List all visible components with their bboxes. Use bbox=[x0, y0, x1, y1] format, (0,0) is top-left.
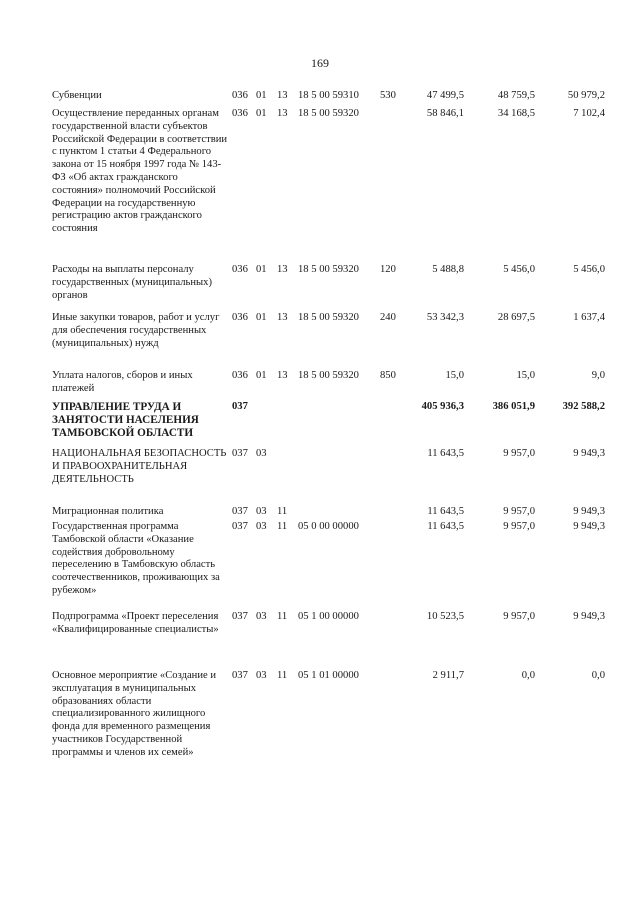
row-amount-year3: 50 979,2 bbox=[567, 90, 605, 101]
row-section-code: 03 bbox=[256, 670, 267, 681]
row-amount-year3: 9 949,3 bbox=[573, 506, 605, 517]
row-subsection-code: 13 bbox=[277, 108, 288, 119]
row-amount-year3: 1 637,4 bbox=[573, 312, 605, 323]
row-section-code: 01 bbox=[256, 312, 267, 323]
row-subsection-code: 11 bbox=[277, 521, 288, 532]
row-amount-year1: 11 643,5 bbox=[427, 521, 464, 532]
row-expense-type: 240 bbox=[380, 312, 396, 323]
row-name: Уплата налогов, сборов и иных платежей bbox=[52, 370, 193, 394]
row-section-code: 01 bbox=[256, 108, 267, 119]
row-target-code: 18 5 00 59310 bbox=[298, 90, 359, 101]
row-subsection-code: 13 bbox=[277, 90, 288, 101]
row-name: Государственная программа Тамбовской области «Оказание содействия добровольному переселению в Тамбовскую область соотечественников, проживающих за рубежом» bbox=[52, 521, 220, 596]
row-ministry-code: 037 bbox=[232, 506, 248, 517]
row-amount-year2: 9 957,0 bbox=[503, 611, 535, 622]
row-target-code: 18 5 00 59320 bbox=[298, 370, 359, 381]
row-amount-year1: 15,0 bbox=[445, 370, 464, 381]
row-expense-type: 120 bbox=[380, 264, 396, 275]
row-name: Субвенции bbox=[52, 90, 102, 101]
row-section-code: 03 bbox=[256, 521, 267, 532]
row-amount-year3: 9,0 bbox=[591, 370, 605, 381]
row-ministry-code: 036 bbox=[232, 312, 248, 323]
row-amount-year1: 405 936,3 bbox=[421, 401, 464, 412]
row-amount-year1: 11 643,5 bbox=[427, 506, 464, 517]
row-amount-year2: 48 759,5 bbox=[497, 90, 535, 101]
row-amount-year3: 7 102,4 bbox=[573, 108, 605, 119]
row-name: УПРАВЛЕНИЕ ТРУДА И ЗАНЯТОСТИ НАСЕЛЕНИЯ ТАМБОВСКОЙ ОБЛАСТИ bbox=[52, 401, 199, 439]
row-name: Расходы на выплаты персоналу государственных (муниципальных) органов bbox=[52, 264, 212, 301]
row-target-code: 05 1 01 00000 bbox=[298, 670, 359, 681]
row-subsection-code: 11 bbox=[277, 670, 288, 681]
row-section-code: 03 bbox=[256, 448, 267, 459]
row-amount-year1: 58 846,1 bbox=[426, 108, 464, 119]
row-section-code: 01 bbox=[256, 90, 267, 101]
row-amount-year3: 9 949,3 bbox=[573, 448, 605, 459]
row-amount-year1: 47 499,5 bbox=[426, 90, 464, 101]
row-amount-year2: 386 051,9 bbox=[492, 401, 535, 412]
row-ministry-code: 037 bbox=[232, 448, 248, 459]
row-expense-type: 530 bbox=[380, 90, 396, 101]
row-amount-year2: 28 697,5 bbox=[497, 312, 535, 323]
row-subsection-code: 11 bbox=[277, 611, 288, 622]
row-section-code: 03 bbox=[256, 611, 267, 622]
row-amount-year2: 0,0 bbox=[521, 670, 535, 681]
row-name: НАЦИОНАЛЬНАЯ БЕЗОПАСНОСТЬ И ПРАВООХРАНИТЕЛЬНАЯ ДЕЯТЕЛЬНОСТЬ bbox=[52, 448, 227, 485]
row-subsection-code: 13 bbox=[277, 312, 288, 323]
row-ministry-code: 037 bbox=[232, 670, 248, 681]
row-name: Подпрограмма «Проект переселения «Квалифицированные специалисты» bbox=[52, 611, 219, 635]
row-section-code: 01 bbox=[256, 370, 267, 381]
row-amount-year1: 2 911,7 bbox=[432, 670, 464, 681]
row-amount-year2: 9 957,0 bbox=[503, 521, 535, 532]
row-subsection-code: 13 bbox=[277, 264, 288, 275]
row-amount-year2: 5 456,0 bbox=[503, 264, 535, 275]
row-amount-year3: 5 456,0 bbox=[573, 264, 605, 275]
row-amount-year2: 9 957,0 bbox=[503, 506, 535, 517]
row-ministry-code: 036 bbox=[232, 370, 248, 381]
row-section-code: 01 bbox=[256, 264, 267, 275]
row-amount-year3: 392 588,2 bbox=[562, 401, 605, 412]
row-ministry-code: 037 bbox=[232, 611, 248, 622]
row-amount-year2: 15,0 bbox=[516, 370, 535, 381]
row-amount-year1: 5 488,8 bbox=[432, 264, 464, 275]
row-ministry-code: 036 bbox=[232, 90, 248, 101]
row-amount-year3: 0,0 bbox=[591, 670, 605, 681]
row-name: Осуществление переданных органам государственной власти субъектов Российской Федерации в соответствии с пунктом 1 статьи 4 Федерального закона от 15 ноября 1997 года № 143-ФЗ «Об актах гражданского состояния» полномочий Российской Федерации на государственную регистрацию актов гражданского состояния bbox=[52, 108, 228, 235]
row-amount-year1: 10 523,5 bbox=[426, 611, 464, 622]
page-number: 169 bbox=[311, 56, 329, 70]
row-name: Миграционная политика bbox=[52, 506, 164, 517]
row-ministry-code: 037 bbox=[232, 521, 248, 532]
row-ministry-code: 036 bbox=[232, 108, 248, 119]
row-subsection-code: 13 bbox=[277, 370, 288, 381]
row-ministry-code: 036 bbox=[232, 264, 248, 275]
row-amount-year2: 9 957,0 bbox=[503, 448, 535, 459]
row-target-code: 18 5 00 59320 bbox=[298, 264, 359, 275]
row-target-code: 18 5 00 59320 bbox=[298, 312, 359, 323]
row-subsection-code: 11 bbox=[277, 506, 288, 517]
row-target-code: 18 5 00 59320 bbox=[298, 108, 359, 119]
row-target-code: 05 0 00 00000 bbox=[298, 521, 359, 532]
row-section-code: 03 bbox=[256, 506, 267, 517]
row-amount-year1: 11 643,5 bbox=[427, 448, 464, 459]
row-target-code: 05 1 00 00000 bbox=[298, 611, 359, 622]
row-amount-year1: 53 342,3 bbox=[426, 312, 464, 323]
row-amount-year3: 9 949,3 bbox=[573, 611, 605, 622]
row-amount-year2: 34 168,5 bbox=[497, 108, 535, 119]
row-name: Основное мероприятие «Создание и эксплуатация в муниципальных образованиях области специализированного жилищного фонда для временного размещения участников Государственной программы и членов их семей» bbox=[52, 670, 217, 758]
row-name: Иные закупки товаров, работ и услуг для обеспечения государственных (муниципальных) нужд bbox=[52, 312, 220, 349]
row-expense-type: 850 bbox=[380, 370, 396, 381]
row-amount-year3: 9 949,3 bbox=[573, 521, 605, 532]
row-ministry-code: 037 bbox=[232, 401, 248, 412]
